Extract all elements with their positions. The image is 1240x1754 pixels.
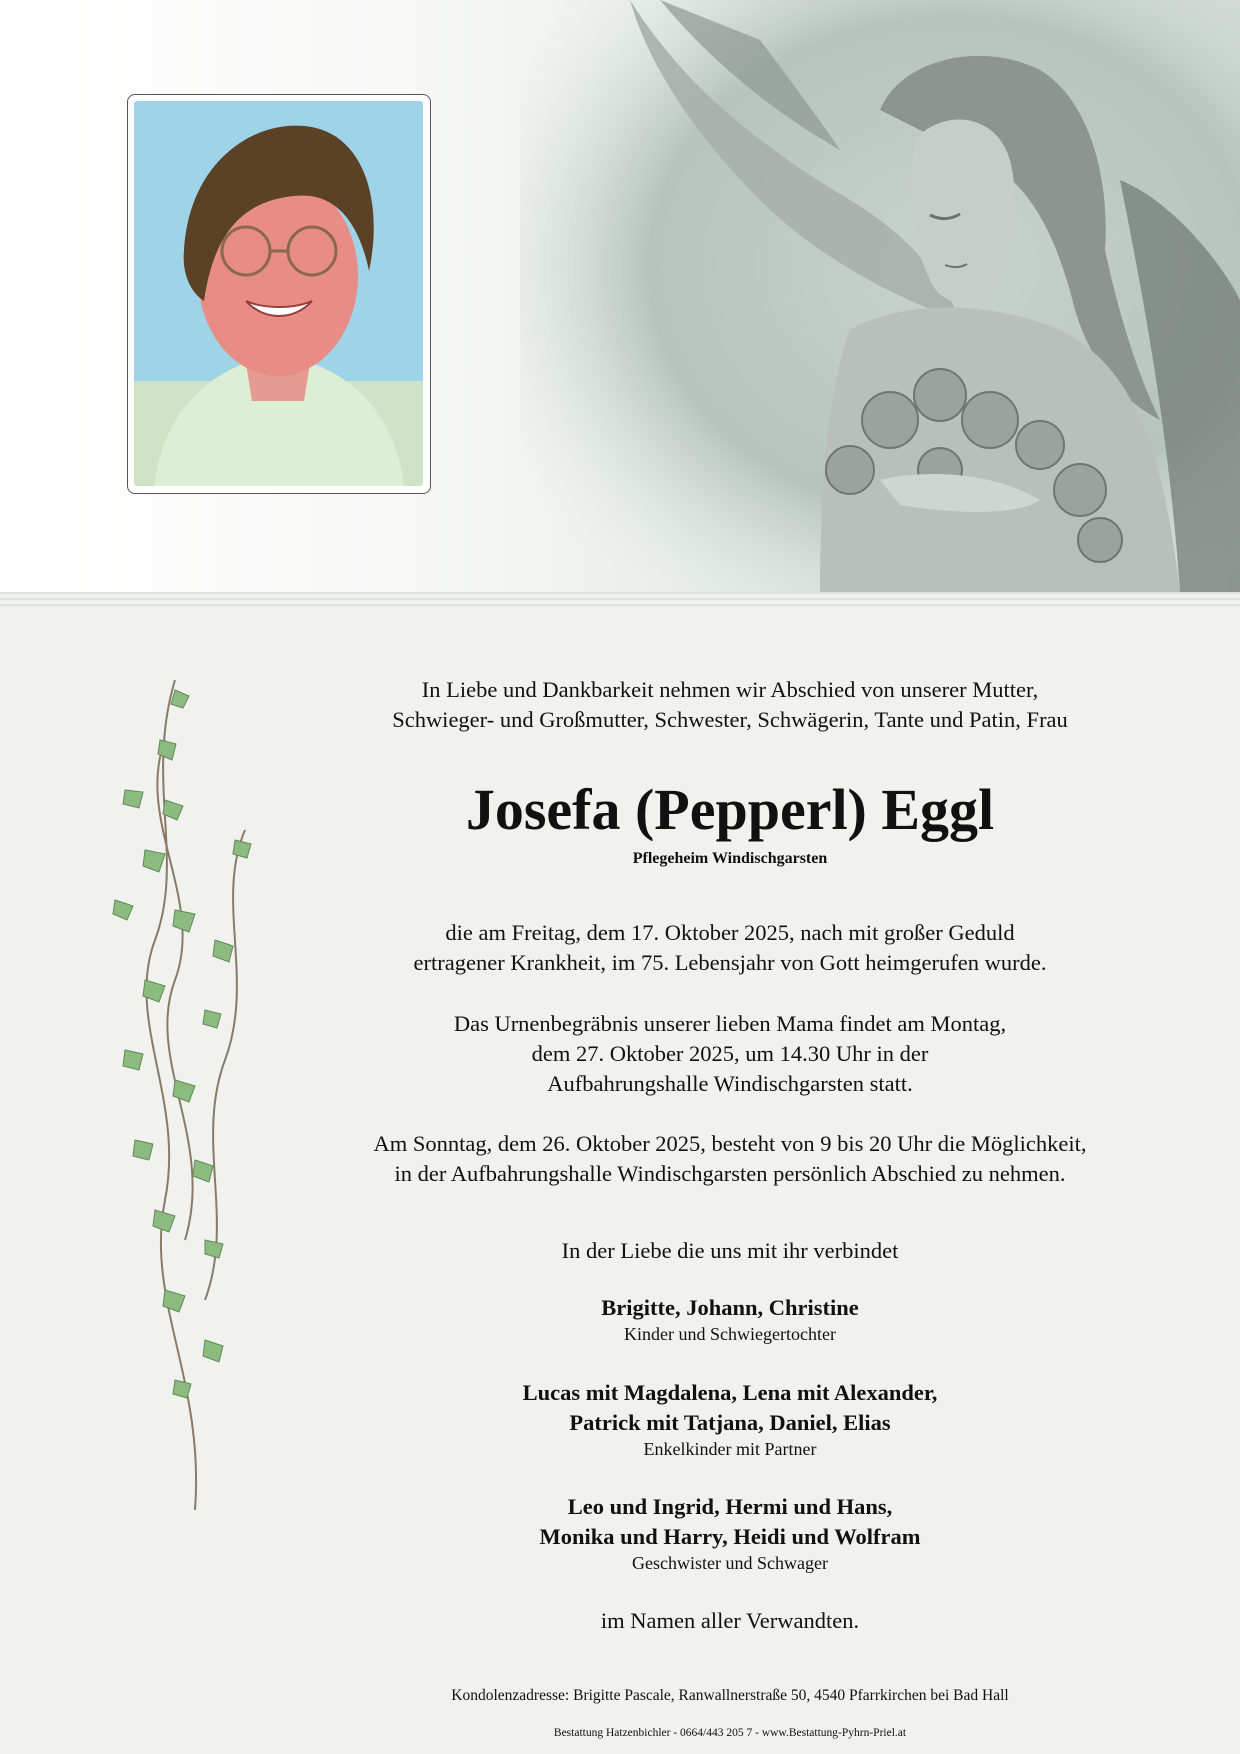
funeral-home-footer: Bestattung Hatzenbichler - 0664/443 205 7 - www.Bestattung-Pyhrn-Priel.at — [553, 1727, 907, 1739]
portrait-frame — [127, 94, 431, 494]
mourner-group-grandchildren: Lucas mit Magdalena, Lena mit Alexander, Patrick mit Tatjana, Daniel, Elias Enkelkinder mit Partner — [522, 1380, 938, 1459]
intro-text: In Liebe und Dankbarkeit nehmen wir Abschied von unserer Mutter, Schwieger- und Großmutter, Schwester, Schwägerin, Tante und Patin, Frau — [392, 677, 1068, 732]
ivy-vine-decoration — [105, 680, 270, 1510]
deceased-residence: Pflegeheim Windischgarsten — [632, 850, 828, 867]
closing-line: In der Liebe die uns mit ihr verbindet — [561, 1238, 899, 1263]
deceased-name: Josefa (Pepperl) Eggl — [465, 777, 995, 842]
death-paragraph: die am Freitag, dem 17. Oktober 2025, nach mit großer Geduld ertragener Krankheit, im 75. Lebensjahr von Gott heimgerufen wurde. — [413, 920, 1047, 975]
viewing-paragraph: Am Sonntag, dem 26. Oktober 2025, besteht von 9 bis 20 Uhr die Möglichkeit, in der Aufbahrungshalle Windischgarsten persönlich Abschied zu nehmen. — [373, 1131, 1087, 1186]
header-banner — [0, 0, 1240, 592]
header-divider — [0, 590, 1240, 612]
angel-statue-image — [520, 0, 1240, 592]
portrait-photo — [134, 101, 423, 486]
on-behalf-line: im Namen aller Verwandten. — [600, 1608, 860, 1633]
funeral-paragraph: Das Urnenbegräbnis unserer lieben Mama findet am Montag, dem 27. Oktober 2025, um 14.30 Uhr in der Aufbahrungshalle Windischgarsten statt. — [453, 1011, 1007, 1096]
condolence-address: Kondolenzadresse: Brigitte Pascale, Ranwallnerstraße 50, 4540 Pfarrkirchen bei Bad Hall — [451, 1687, 1009, 1704]
mourner-group-siblings: Leo und Ingrid, Hermi und Hans, Monika und Harry, Heidi und Wolfram Geschwister und Schwager — [539, 1494, 921, 1573]
mourner-group-children: Brigitte, Johann, Christine Kinder und Schwiegertochter — [601, 1295, 859, 1344]
